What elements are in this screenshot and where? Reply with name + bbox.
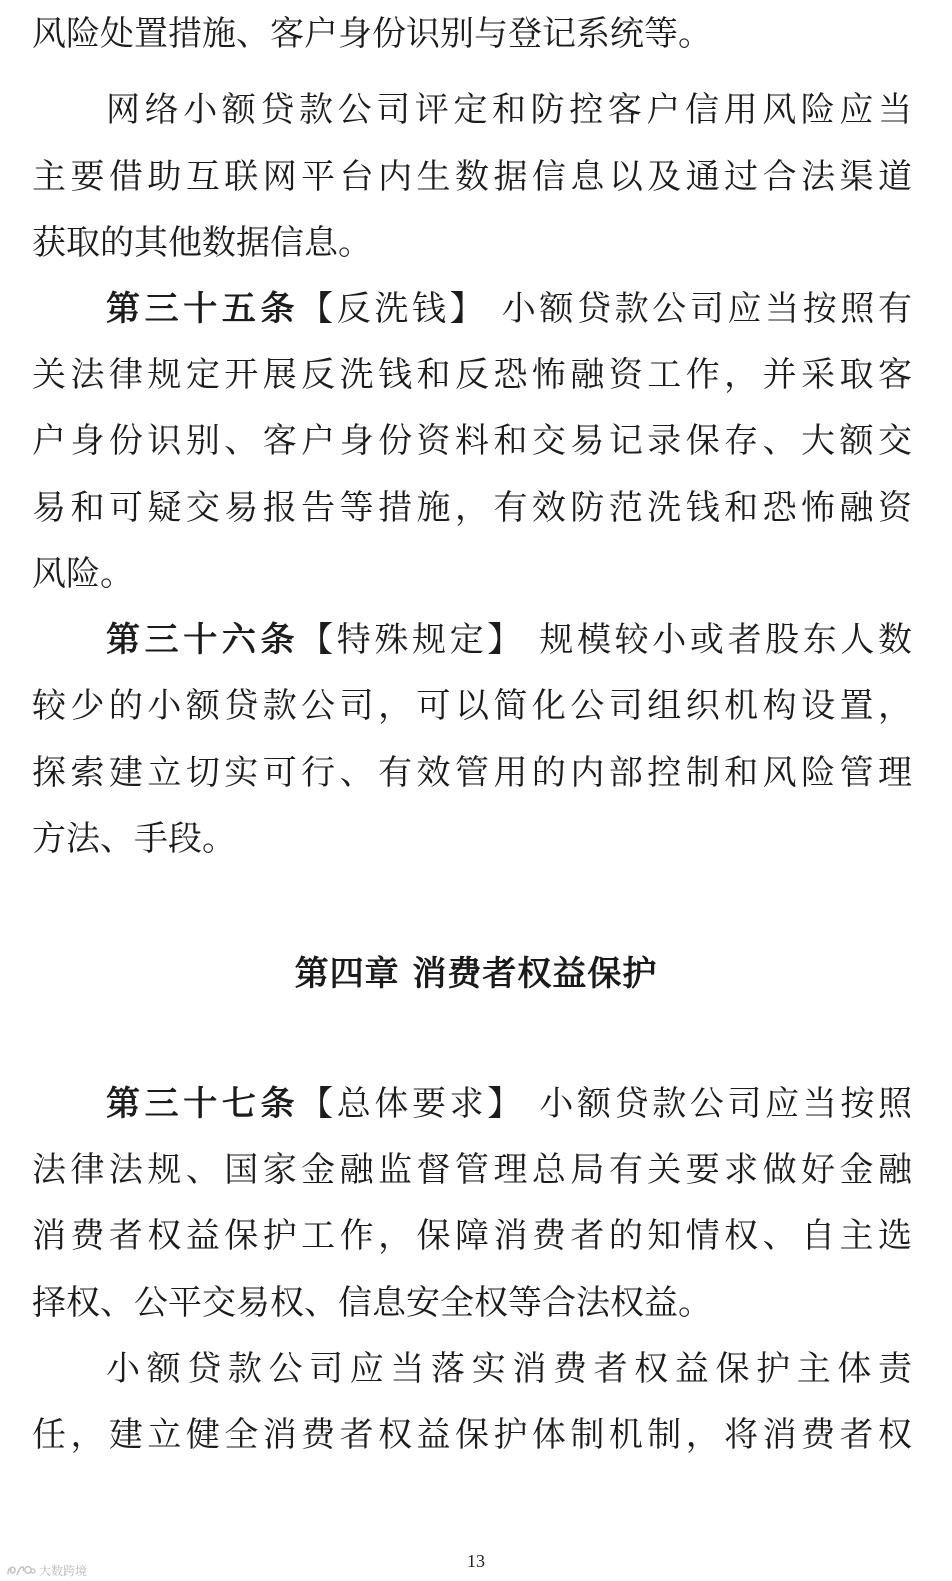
article-37-first-line: [106, 1082, 912, 1126]
chapter-title: 第四章 消费者权益保护: [294, 954, 658, 994]
text-line: 风险。: [32, 554, 134, 594]
text-line: 易和可疑交易报告等措施，有效防范洗钱和恐怖融资: [32, 488, 912, 528]
text-line: 较少的小额贷款公司，可以简化公司组织机构设置，: [32, 686, 912, 726]
brand-logo-icon: [6, 1563, 36, 1577]
article-36-heading: 【特殊规定】: [299, 620, 525, 660]
text-line: 关法律规定开展反洗钱和反恐怖融资工作，并采取客: [32, 355, 912, 395]
article-37-heading: 【总体要求】: [299, 1084, 525, 1124]
page-number: 13: [467, 1551, 485, 1571]
text-line: 消费者权益保护工作，保障消费者的知情权、自主选: [32, 1216, 912, 1256]
text-line: 择权、公平交易权、信息安全权等合法权益。: [32, 1283, 712, 1323]
paragraph-first-line: 网络小额贷款公司评定和防控客户信用风险应当: [106, 90, 912, 130]
article-35-first-line: [106, 287, 912, 331]
article-35-text: 小额贷款公司应当按照有: [501, 289, 912, 329]
text-line: 法律法规、国家金融监督管理总局有关要求做好金融: [32, 1150, 912, 1190]
text-line: 户身份识别、客户身份资料和交易记录保存、大额交: [32, 421, 912, 461]
text-line: 探索建立切实可行、有效管用的内部控制和风险管理: [32, 753, 912, 793]
article-35-heading: 【反洗钱】: [299, 289, 488, 329]
article-36-text: 规模较小或者股东人数: [539, 620, 913, 660]
article-37-number: 第三十七条: [106, 1084, 300, 1124]
text-line: 方法、手段。: [32, 819, 236, 859]
article-36-number: 第三十六条: [106, 620, 300, 660]
text-line: 任，建立健全消费者权益保护体制机制，将消费者权: [32, 1415, 912, 1455]
text-line: 主要借助互联网平台内生数据信息以及通过合法渠道: [32, 157, 912, 197]
text-line: 风险处置措施、客户身份识别与登记系统等。: [32, 14, 712, 54]
text-line: 获取的其他数据信息。: [32, 223, 372, 263]
article-37-text: 小额贷款公司应当按照: [539, 1084, 913, 1124]
watermark: [6, 1562, 87, 1578]
watermark-text: 大数跨境: [39, 1563, 88, 1578]
article-35-number: 第三十五条: [106, 289, 300, 329]
article-36-first-line: [106, 618, 912, 662]
paragraph-first-line: 小额贷款公司应当落实消费者权益保护主体责: [106, 1349, 912, 1389]
